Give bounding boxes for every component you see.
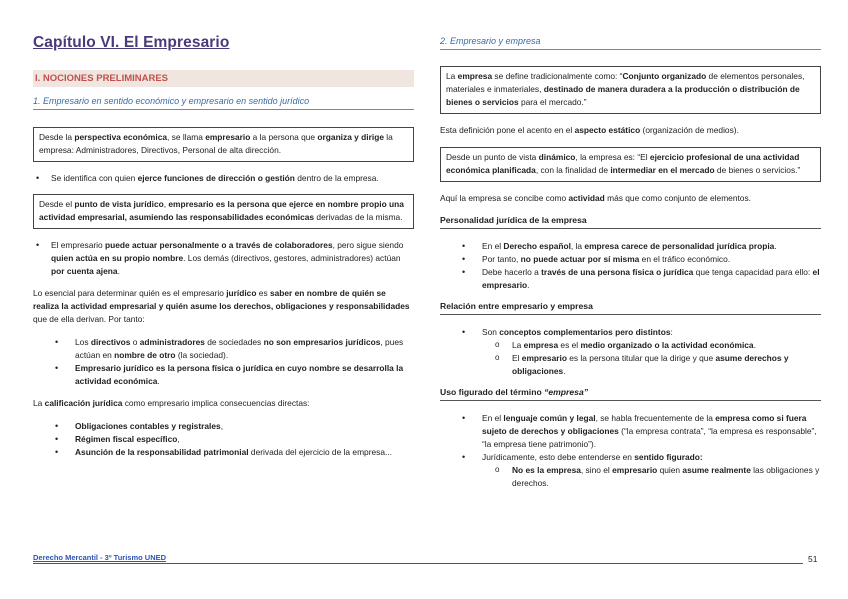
paragraph: Lo esencial para determinar quién es el empresario jurídico es saber en nombre de quién se realiza la actividad empresarial y quién asume los derechos, obligaciones y responsabilidades que de ella derivan. Por tanto: <box>33 288 410 324</box>
right-column <box>440 36 821 499</box>
bullet-list <box>33 336 414 388</box>
heading-relationship: Relación entre empresario y empresa <box>440 301 821 315</box>
list-item: o No es la empresa, sino el empresario quien asume realmente las obligaciones y derechos. <box>440 464 821 490</box>
paragraph: Aquí la empresa se concibe como actividad más que como conjunto de elementos. <box>440 193 751 203</box>
list-item: • En el lenguaje común y legal, se habla frecuentemente de la empresa como si fuera sujeto de derechos y obligaciones (“la empresa contrata”, “la empresa es responsable”, “la empresa tiene patrimonio”). <box>440 412 821 451</box>
footer-link[interactable]: Derecho Mercantil - 3º Turismo UNED <box>33 553 167 562</box>
definition-box-static: La empresa se define tradicionalmente como: “Conjunto organizado de elementos personales, materiales e inmateriales, destinado de manera duradera a la producción o distribución de bienes o servicios para el mercado.” <box>440 66 821 114</box>
list-item: o El empresario es la persona titular que la dirige y que asume derechos y obligaciones. <box>440 352 821 378</box>
bullet-list <box>33 420 414 459</box>
list-item: • Jurídicamente, esto debe entenderse en sentido figurado: <box>440 451 821 464</box>
page-number: 51 <box>808 554 818 564</box>
list-item: • En el Derecho español, la empresa carece de personalidad jurídica propia. <box>440 240 821 253</box>
subsection-title: 2. Empresario y empresa <box>440 36 821 50</box>
sub-bullet-list <box>440 464 821 490</box>
paragraph: La calificación jurídica como empresario implica consecuencias directas: <box>33 398 310 408</box>
list-item: • Por tanto, no puede actuar por sí misma en el tráfico económico. <box>440 253 821 266</box>
definition-box-dynamic: Desde un punto de vista dinámico, la empresa es: “El ejercicio profesional de una actividad económica planificada, con la finalidad de intermediar en el mercado de bienes o servicios.” <box>440 147 821 182</box>
paragraph: Esta definición pone el acento en el aspecto estático (organización de medios). <box>440 125 739 135</box>
list-item: o La empresa es el medio organizado o la actividad económica. <box>440 339 821 352</box>
chapter-title: Capítulo VI. El Empresario <box>33 34 230 51</box>
list-item: • El empresario puede actuar personalmente o a través de colaboradores, pero sigue siendo quien actúa en su propio nombre. Los demás (directivos, gestores, administradores) actúan por cuenta ajena. <box>33 239 414 278</box>
bullet-list <box>440 412 821 464</box>
heading-legal-personality: Personalidad jurídica de la empresa <box>440 215 821 229</box>
heading-figurative-use: Uso figurado del término “empresa” <box>440 387 821 401</box>
bullet-list <box>33 172 414 185</box>
list-item: • Debe hacerlo a través de una persona física o jurídica que tenga capacidad para ello: el empresario. <box>440 266 821 292</box>
list-item: • Empresario jurídico es la persona física o jurídica en cuyo nombre se desarrolla la actividad económica. <box>33 362 414 388</box>
list-item: • Son conceptos complementarios pero distintos: <box>440 326 821 339</box>
definition-box-legal: Desde el punto de vista jurídico, empresario es la persona que ejerce en nombre propio una actividad empresarial, asumiendo las responsabilidades económicas derivadas de la misma. <box>33 194 414 229</box>
left-column <box>33 34 414 468</box>
footer-divider <box>33 563 803 564</box>
sub-bullet-list <box>440 339 821 378</box>
section-title: I. NOCIONES PRELIMINARES <box>33 70 414 87</box>
bullet-list <box>440 240 821 292</box>
list-item: • Régimen fiscal específico, <box>33 433 414 446</box>
list-item: • Obligaciones contables y registrales, <box>33 420 414 433</box>
list-item: • Los directivos o administradores de sociedades no son empresarios jurídicos, pues actúan en nombre de otro (la sociedad). <box>33 336 414 362</box>
subsection-title: 1. Empresario en sentido económico y empresario en sentido jurídico <box>33 96 414 110</box>
bullet-list <box>33 239 414 278</box>
list-item: • Asunción de la responsabilidad patrimonial derivada del ejercicio de la empresa... <box>33 446 414 459</box>
list-item: • Se identifica con quien ejerce funciones de dirección o gestión dentro de la empresa. <box>33 172 414 185</box>
definition-box-economic: Desde la perspectiva económica, se llama empresario a la persona que organiza y dirige la empresa: Administradores, Directivos, Personal de alta dirección. <box>33 127 414 162</box>
